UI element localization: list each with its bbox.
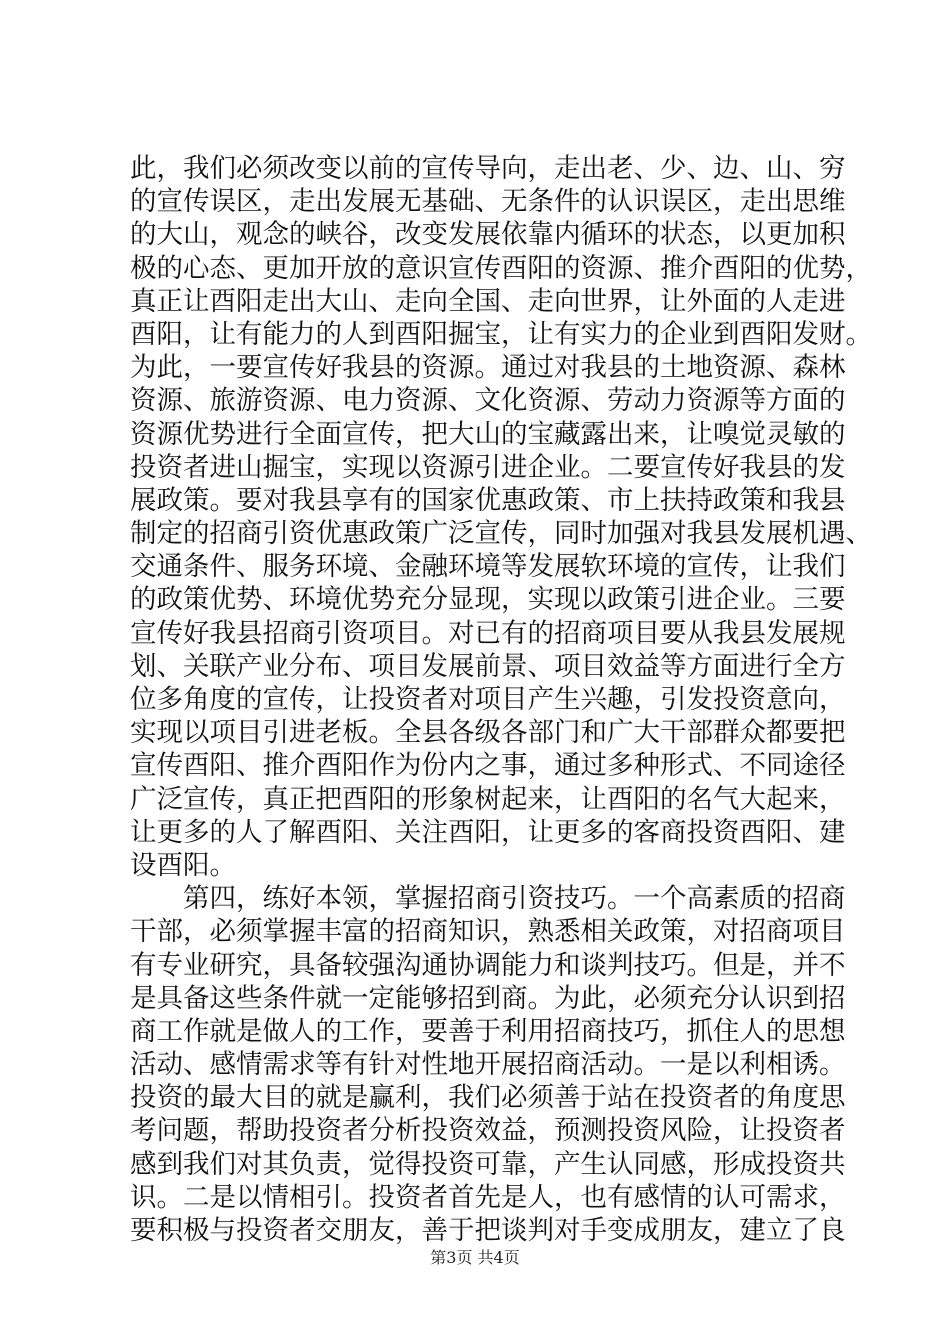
- text-line: 的大山，观念的峡谷，改变发展依靠内循环的状态，以更加积: [130, 219, 846, 251]
- text-line: 广泛宣传，真正把酉阳的形象树起来，让酉阳的名气大起来，: [130, 783, 846, 815]
- text-line: 位多角度的宣传，让投资者对项目产生兴趣，引发投资意向，: [130, 684, 846, 715]
- text-line: 的政策优势、环境优势充分显现，实现以政策引进企业。三要: [130, 584, 846, 616]
- text-line: 识。二是以情相引。投资者首先是人，也有感情的认可需求，: [130, 1181, 846, 1213]
- text-line: 第四，练好本领，掌握招商引资技巧。一个高素质的招商: [130, 883, 846, 915]
- text-line: 干部，必须掌握丰富的招商知识，熟悉相关政策，对招商项目: [130, 916, 846, 948]
- text-line: 让更多的人了解酉阳、关注酉阳，让更多的客商投资酉阳、建: [130, 816, 846, 848]
- text-line: 设酉阳。: [130, 849, 236, 881]
- text-line: 实现以项目引进老板。全县各级各部门和广大干部群众都要把: [130, 717, 846, 749]
- text-line: 真正让酉阳走出大山、走向全国、走向世界，让外面的人走进: [130, 285, 846, 317]
- paragraph-2: [130, 882, 846, 1247]
- text-line: 宣传酉阳、推介酉阳作为份内之事，通过多种形式、不同途径: [130, 750, 846, 782]
- text-line: 划、关联产业分布、项目发展前景、项目效益等方面进行全方: [130, 650, 846, 682]
- text-line: 制定的招商引资优惠政策广泛宣传，同时加强对我县发展机遇、: [130, 518, 872, 550]
- text-line: 有专业研究，具备较强沟通协调能力和谈判技巧。但是，并不: [130, 949, 846, 981]
- text-line: 投资的最大目的就是赢利，我们必须善于站在投资者的角度思: [130, 1082, 846, 1114]
- text-line: 考问题，帮助投资者分析投资效益，预测投资风险，让投资者: [130, 1115, 846, 1147]
- text-line: 活动、感情需求等有针对性地开展招商活动。一是以利相诱。: [130, 1049, 846, 1081]
- text-line: 此，我们必须改变以前的宣传导向，走出老、少、边、山、穷: [130, 153, 846, 184]
- text-line: 为此，一要宣传好我县的资源。通过对我县的土地资源、森林: [130, 352, 846, 384]
- text-line: 交通条件、服务环境、金融环境等发展软环境的宣传，让我们: [130, 551, 846, 583]
- page-footer: 第3页 共4页: [430, 1248, 520, 1267]
- text-line: 酉阳，让有能力的人到酉阳掘宝，让有实力的企业到酉阳发财。: [130, 318, 872, 350]
- body-text: [130, 152, 872, 1247]
- text-line: 资源优势进行全面宣传，把大山的宝藏露出来，让嗅觉灵敏的: [130, 418, 846, 450]
- text-line: 展政策。要对我县享有的国家优惠政策、市上扶持政策和我县: [130, 484, 846, 516]
- text-line: 极的心态、更加开放的意识宣传酉阳的资源、推介酉阳的优势，: [130, 252, 872, 284]
- paragraph-1: [130, 152, 872, 882]
- text-line: 是具备这些条件就一定能够招到商。为此，必须充分认识到招: [130, 982, 846, 1014]
- text-line: 感到我们对其负责，觉得投资可靠，产生认同感，形成投资共: [130, 1148, 846, 1180]
- text-line: 的宣传误区，走出发展无基础、无条件的认识误区，走出思维: [130, 186, 846, 218]
- text-line: 宣传好我县招商引资项目。对已有的招商项目要从我县发展规: [130, 617, 846, 649]
- text-line: 商工作就是做人的工作，要善于利用招商技巧，抓住人的思想: [130, 1015, 846, 1047]
- text-line: 要积极与投资者交朋友，善于把谈判对手变成朋友，建立了良: [130, 1215, 846, 1246]
- text-line: 投资者进山掘宝，实现以资源引进企业。二要宣传好我县的发: [130, 451, 846, 483]
- text-line: 资源、旅游资源、电力资源、文化资源、劳动力资源等方面的: [130, 385, 846, 417]
